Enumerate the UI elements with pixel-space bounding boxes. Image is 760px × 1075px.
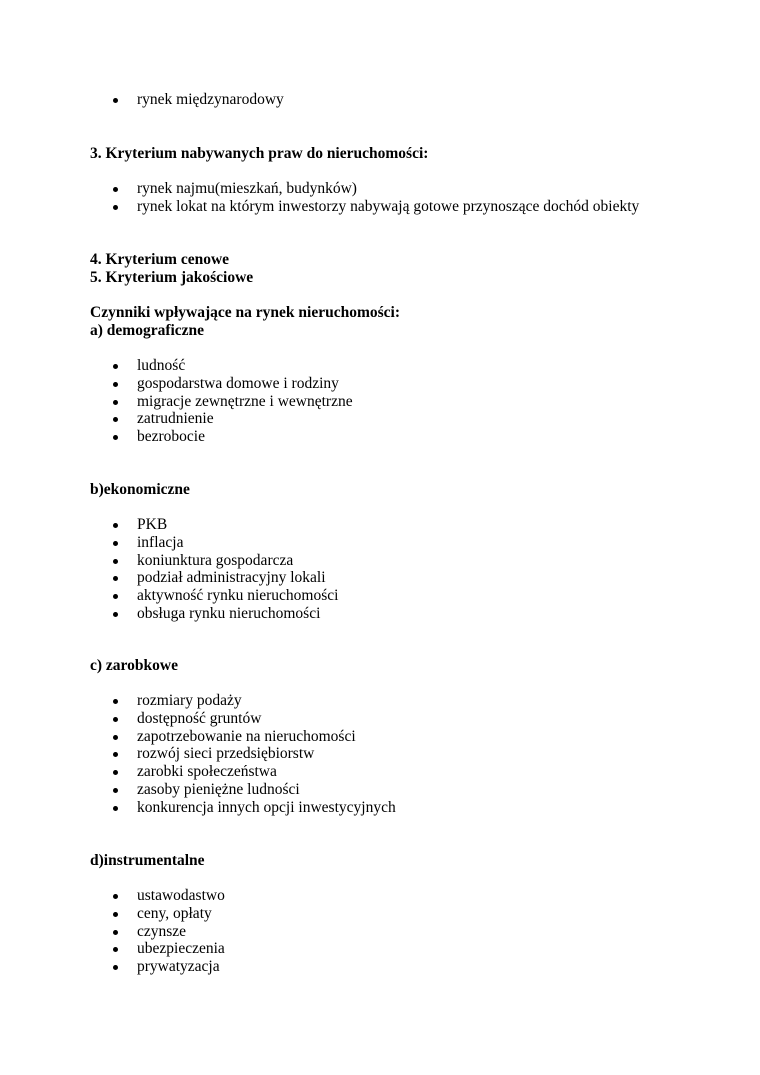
list-item: czynsze [0,923,225,941]
list-item: zapotrzebowanie na nieruchomości [0,728,396,746]
top-list [0,91,284,109]
list-item: koniunktura gospodarcza [0,552,338,570]
bullet-icon [113,205,118,210]
list-item: aktywność rynku nieruchomości [0,587,338,605]
section-c-title: c) zarobkowe [90,657,178,674]
list-item: zarobki społeczeństwa [0,763,396,781]
list-item: gospodarstwa domowe i rodziny [0,375,353,393]
bullet-icon [113,947,118,952]
bullet-icon [113,559,118,564]
list-item: PKB [0,516,338,534]
section-b-title: b)ekonomiczne [90,481,190,498]
list-item: ustawodastwo [0,887,225,905]
list-item: dostępność gruntów [0,710,396,728]
section-c-list [0,692,396,817]
factors-title: Czynniki wpływające na rynek nieruchomości: [90,304,400,321]
list-item: bezrobocie [0,428,353,446]
bullet-icon [113,612,118,617]
bullet-icon [113,894,118,899]
list-item: rynek lokat na którym inwestorzy nabywają gotowe przynoszące dochód obiekty [0,198,639,216]
bullet-icon [113,400,118,405]
list-item: podział administracyjny lokali [0,569,338,587]
bullet-icon [113,364,118,369]
list-item: prywatyzacja [0,958,225,976]
section-d-title: d)instrumentalne [90,852,205,869]
list-item: obsługa rynku nieruchomości [0,605,338,623]
bullet-icon [113,576,118,581]
bullet-icon [113,541,118,546]
bullet-icon [113,98,118,103]
bullet-icon [113,187,118,192]
list-item: ubezpieczenia [0,940,225,958]
list-item: rynek międzynarodowy [0,91,284,109]
bullet-icon [113,717,118,722]
heading-criterion-4: 4. Kryterium cenowe [90,251,230,268]
bullet-icon [113,699,118,704]
list-item: rozwój sieci przedsiębiorstw [0,745,396,763]
bullet-icon [113,435,118,440]
section-d-list [0,887,225,976]
bullet-icon [113,912,118,917]
list-item: migracje zewnętrzne i wewnętrzne [0,393,353,411]
list-item: rynek najmu(mieszkań, budynków) [0,180,639,198]
bullet-icon [113,594,118,599]
list-item: inflacja [0,534,338,552]
heading-criterion-3: 3. Kryterium nabywanych praw do nieruchomości: [90,145,429,162]
bullet-icon [113,735,118,740]
heading-criterion-5: 5. Kryterium jakościowe [90,269,254,286]
bullet-icon [113,770,118,775]
bullet-icon [113,417,118,422]
list-item: konkurencja innych opcji inwestycyjnych [0,799,396,817]
bullet-icon [113,382,118,387]
list-item: rozmiary podaży [0,692,396,710]
section-a-title: a) demograficzne [90,322,205,339]
criterion-3-list [0,180,639,216]
bullet-icon [113,965,118,970]
bullet-icon [113,752,118,757]
list-item: zasoby pieniężne ludności [0,781,396,799]
bullet-icon [113,523,118,528]
bullet-icon [113,788,118,793]
list-item: ceny, opłaty [0,905,225,923]
section-b-list [0,516,338,623]
section-a-list [0,357,353,446]
list-item: zatrudnienie [0,410,353,428]
bullet-icon [113,806,118,811]
bullet-icon [113,930,118,935]
list-item: ludność [0,357,353,375]
